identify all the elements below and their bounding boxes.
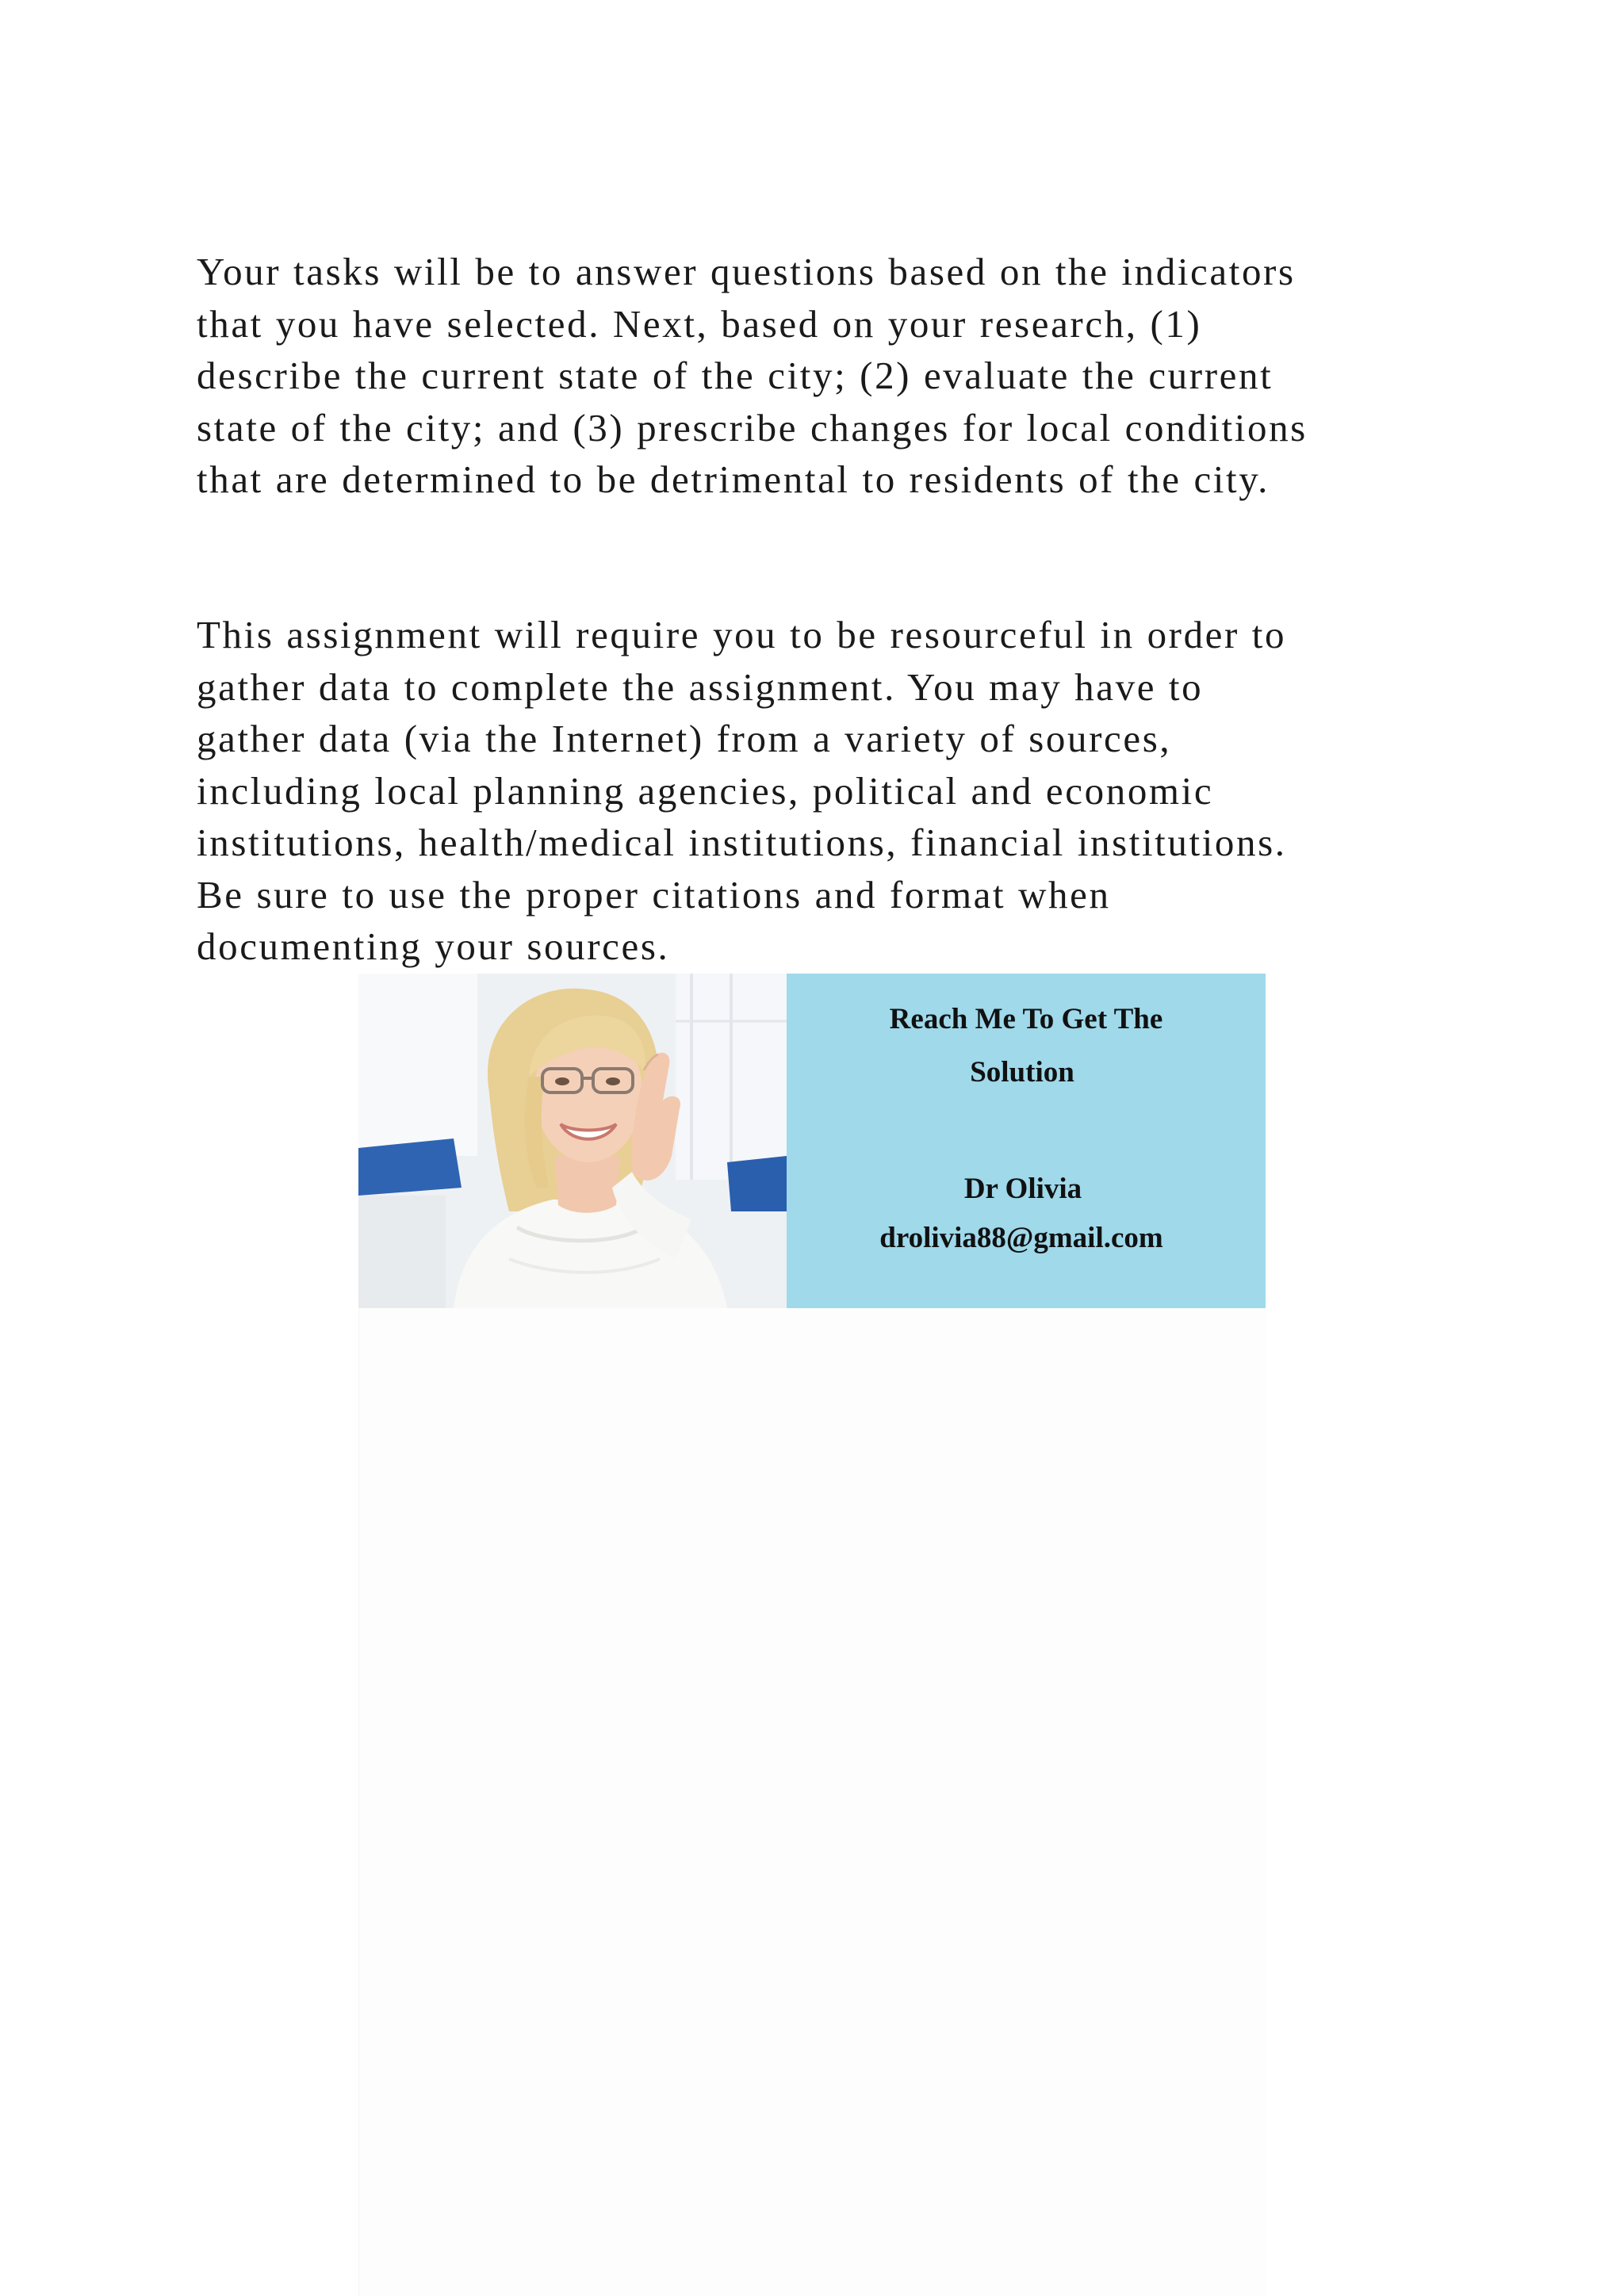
text-line: Your tasks will be to answer questions based on the indicators <box>197 250 1296 293</box>
text-line: institutions, health/medical institutions, financial institutions. <box>197 821 1287 864</box>
text-line: that you have selected. Next, based on your research, (1) <box>197 301 1202 346</box>
text-line: gather data (via the Internet) from a variety of sources, <box>197 717 1172 760</box>
banner-heading-line-1: Reach Me To Get The <box>889 1003 1163 1035</box>
text-line: state of the city; and (3) prescribe changes for local conditions <box>197 405 1308 450</box>
text-line: documenting your sources. <box>197 924 670 968</box>
page-shadow-column <box>358 1308 1266 2296</box>
contact-email: drolivia88@gmail.com <box>879 1222 1163 1254</box>
text-line: describe the current state of the city; (2) evaluate the current <box>197 354 1274 397</box>
contact-name: Dr Olivia <box>963 1173 1082 1205</box>
text-line: gather data to complete the assignment. You may have to <box>197 664 1204 709</box>
contact-info-panel <box>787 974 1266 1308</box>
paragraph-resources <box>197 609 1465 973</box>
banner-heading-line-2: Solution <box>970 1056 1074 1089</box>
portrait-photo <box>358 974 787 1308</box>
text-line: that are determined to be detrimental to residents of the city. <box>197 457 1270 501</box>
paragraph-tasks <box>197 246 1465 506</box>
contact-banner <box>358 974 1266 1308</box>
woman-portrait-image <box>358 974 787 1308</box>
text-line: This assignment will require you to be resourceful in order to <box>197 613 1287 656</box>
text-line: including local planning agencies, political and economic <box>197 768 1214 813</box>
text-line: Be sure to use the proper citations and format when <box>197 872 1111 916</box>
